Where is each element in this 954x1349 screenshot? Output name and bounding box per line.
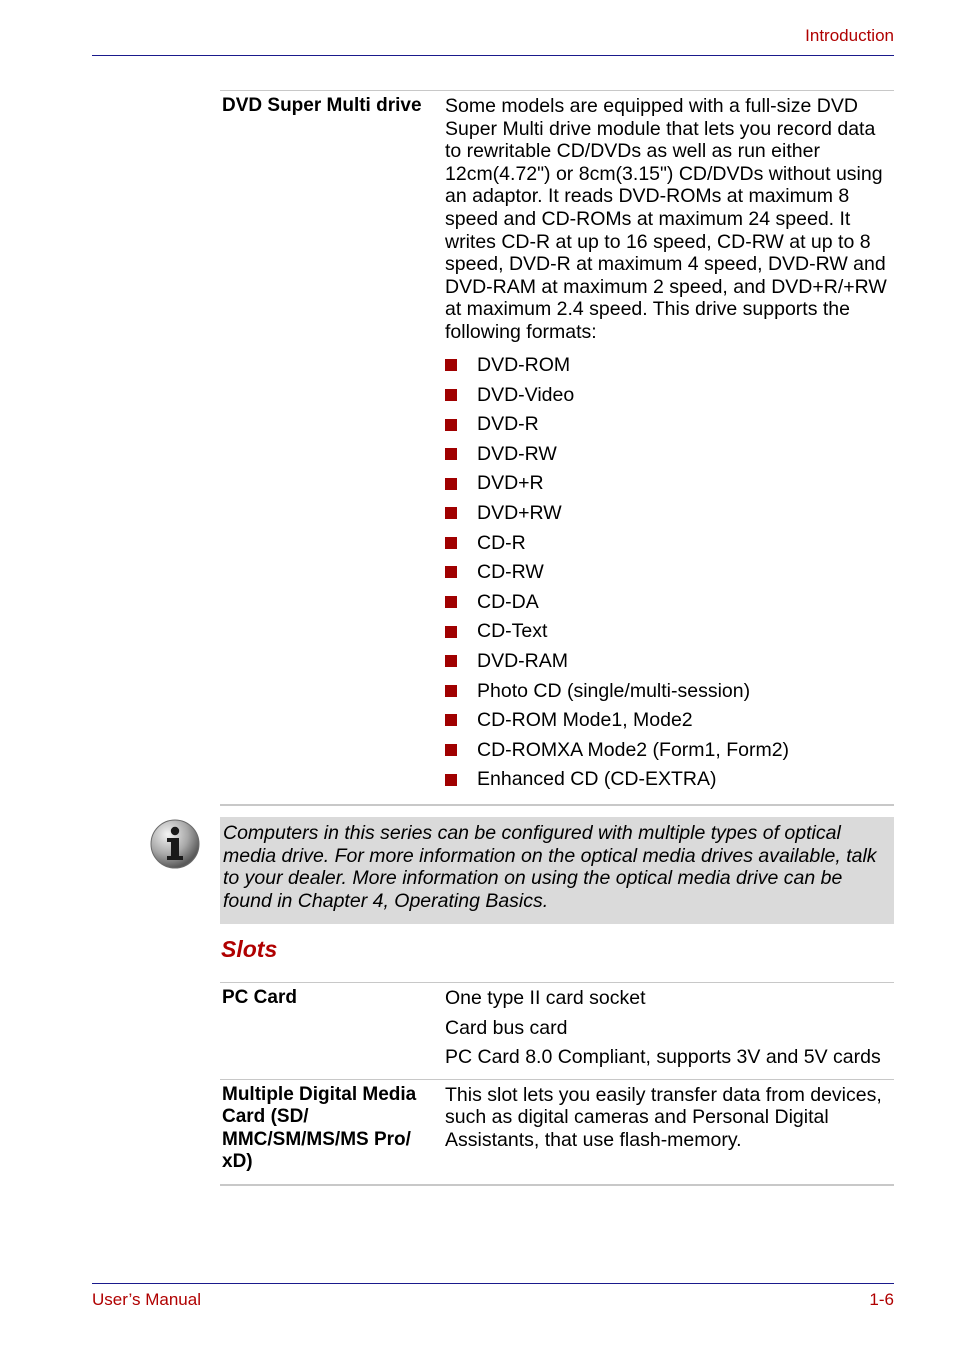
media-card-term: Multiple Digital Media Card (SD/ MMC/SM/MS/MS Pro/ xD) (222, 1083, 417, 1173)
bullet-square-icon (445, 714, 457, 726)
format-label: Enhanced CD (CD-EXTRA) (477, 768, 717, 791)
format-label: DVD-RAM (477, 649, 568, 672)
format-label: CD-DA (477, 590, 539, 613)
format-item (445, 351, 894, 381)
format-label: DVD-RW (477, 442, 557, 465)
bullet-square-icon (445, 478, 457, 490)
format-label: CD-ROM Mode1, Mode2 (477, 709, 693, 732)
format-label: CD-R (477, 531, 526, 554)
format-item (445, 706, 894, 736)
pc-card-line: One type II card socket (445, 987, 646, 1009)
format-item (445, 646, 894, 676)
format-label: CD-Text (477, 620, 548, 643)
bullet-square-icon (445, 507, 457, 519)
format-label: CD-RW (477, 561, 544, 584)
bullet-square-icon (445, 448, 457, 460)
pc-card-line: PC Card 8.0 Compliant, supports 3V and 5V cards (445, 1046, 881, 1069)
bullet-square-icon (445, 744, 457, 756)
bullet-square-icon (445, 655, 457, 667)
media-card-row (220, 1079, 894, 1184)
format-item (445, 380, 894, 410)
format-item (445, 735, 894, 765)
bullet-square-icon (445, 389, 457, 401)
footer-manual: User’s Manual (92, 1290, 201, 1309)
slots-table (220, 982, 894, 1186)
bullet-square-icon (445, 359, 457, 371)
media-card-description (442, 1080, 894, 1184)
bullet-square-icon (445, 596, 457, 608)
footer-rule (92, 1283, 894, 1284)
format-item (445, 439, 894, 469)
format-item (445, 558, 894, 588)
format-item (445, 528, 894, 558)
format-label: DVD-R (477, 413, 539, 436)
info-icon (150, 819, 200, 869)
page-number: 1-6 (869, 1290, 894, 1309)
format-list (445, 351, 894, 795)
bullet-square-icon (445, 537, 457, 549)
media-card-text: This slot lets you easily transfer data from devices, such as digital cameras and Personal Digital Assistants, that use flash-memory. (445, 1083, 882, 1151)
format-item (445, 617, 894, 647)
pc-card-row (220, 983, 894, 1079)
format-item (445, 499, 894, 529)
format-label: DVD-ROM (477, 354, 571, 377)
drive-spec-table (220, 90, 894, 806)
bullet-square-icon (445, 685, 457, 697)
format-item (445, 676, 894, 706)
drive-description-cell (442, 91, 894, 804)
note-box: Computers in this series can be configured with multiple types of optical media drive. For more information on the optical media drives available, talk to your dealer. More information on using the optical media drive can be found in Chapter 4, Operating Basics. (220, 817, 894, 924)
pc-card-line: Card bus card (445, 1016, 568, 1039)
format-label: Photo CD (single/multi-session) (477, 679, 751, 702)
pc-card-description (442, 983, 894, 1079)
drive-term: DVD Super Multi drive (222, 95, 422, 116)
bullet-square-icon (445, 419, 457, 431)
format-item (445, 410, 894, 440)
format-item (445, 469, 894, 499)
format-label: DVD+RW (477, 502, 562, 524)
header-rule (92, 55, 894, 56)
bullet-square-icon (445, 566, 457, 578)
bullet-square-icon (445, 774, 457, 786)
running-header: Introduction (805, 26, 894, 45)
pc-card-term: PC Card (222, 987, 297, 1008)
drive-spec-row (220, 91, 894, 804)
format-item (445, 587, 894, 617)
format-label: CD-ROMXA Mode2 (Form1, Form2) (477, 738, 790, 761)
format-label: DVD-Video (477, 383, 575, 406)
drive-description: Some models are equipped with a full-size DVD Super Multi drive module that lets you record data to rewritable CD/DVDs as well as run either 12cm(4.72") or 8cm(3.15") CD/DVDs without using an adaptor. It reads DVD-ROMs at maximum 8 speed and CD-ROMs at maximum 24 speed. It writes CD-R at up to 16 speed, CD-RW at up to 8 speed, DVD-R at maximum 4 speed, DVD-RW and DVD-RAM at maximum 2 speed, and DVD+R/+RW at maximum 2.4 speed. This drive supports the following formats: (445, 95, 887, 343)
format-item (445, 765, 894, 795)
section-heading-slots: Slots (221, 936, 278, 962)
format-label: DVD+R (477, 472, 544, 495)
bullet-square-icon (445, 626, 457, 638)
